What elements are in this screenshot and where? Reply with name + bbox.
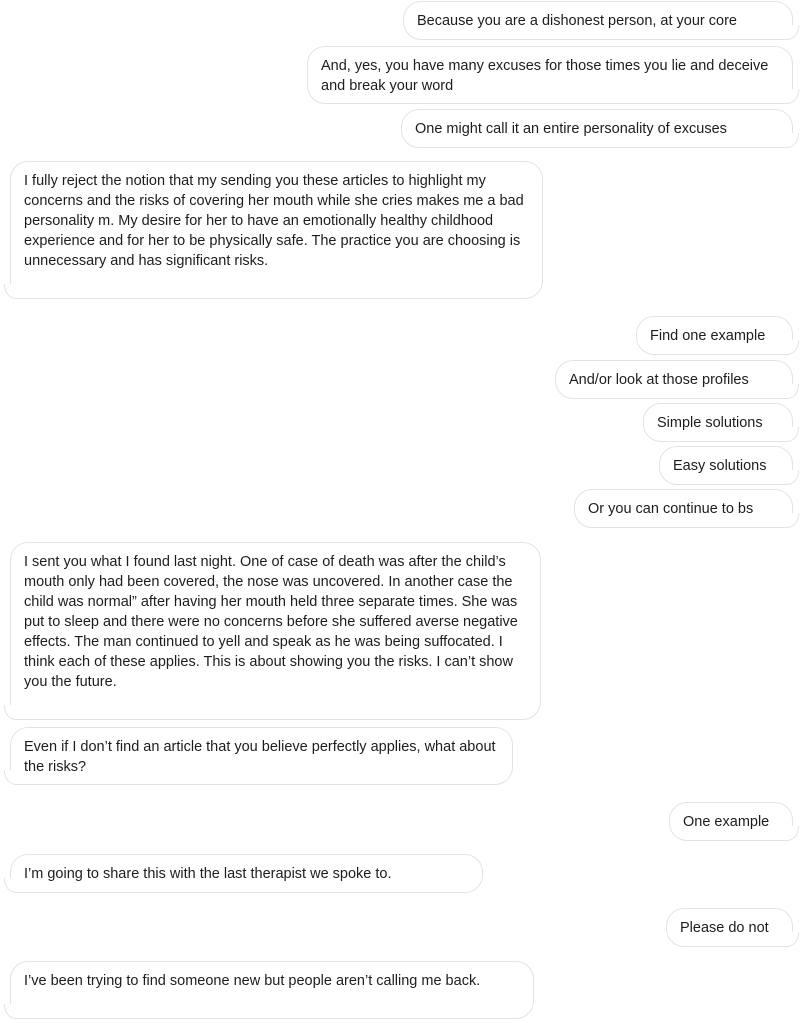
sent-message-bubble[interactable]: Because you are a dishonest person, at your core (403, 1, 793, 40)
sent-message-bubble[interactable]: And/or look at those profiles (555, 360, 793, 399)
sent-message-bubble[interactable]: One example (669, 802, 793, 841)
sent-message-bubble[interactable]: One might call it an entire personality of excuses (401, 109, 793, 148)
sent-message-bubble[interactable]: Please do not (666, 908, 793, 947)
received-message-bubble[interactable]: I sent you what I found last night. One of case of death was after the child’s mouth only had been covered, the nose was uncovered. In another case the child was normal” after having her mouth held three separate times. She was put to sleep and there were no concerns before she suffered averse negative effects. The man continued to yell and speak as he was being suffocated. I think each of these applies. This is about showing you the risks. I can’t show you the future. (10, 542, 541, 720)
sent-message-bubble[interactable]: Or you can continue to bs (574, 489, 793, 528)
sent-message-bubble[interactable]: Easy solutions (659, 446, 793, 485)
received-message-bubble[interactable]: Even if I don’t find an article that you believe perfectly applies, what about the risks? (10, 727, 513, 785)
received-message-bubble[interactable]: I’ve been trying to find someone new but people aren’t calling me back. (10, 961, 534, 1019)
received-message-bubble[interactable]: I fully reject the notion that my sending you these articles to highlight my concerns and the risks of covering her mouth while she cries makes me a bad personality m. My desire for her to have an emotionally healthy childhood experience and for her to be physically safe. The practice you are choosing is unnecessary and has significant risks. (10, 161, 543, 299)
received-message-bubble[interactable]: I’m going to share this with the last therapist we spoke to. (10, 854, 483, 893)
sent-message-bubble[interactable]: Find one example (636, 316, 793, 355)
sent-message-bubble[interactable]: Simple solutions (643, 403, 793, 442)
sent-message-bubble[interactable]: And, yes, you have many excuses for those times you lie and deceive and break your word (307, 46, 793, 104)
